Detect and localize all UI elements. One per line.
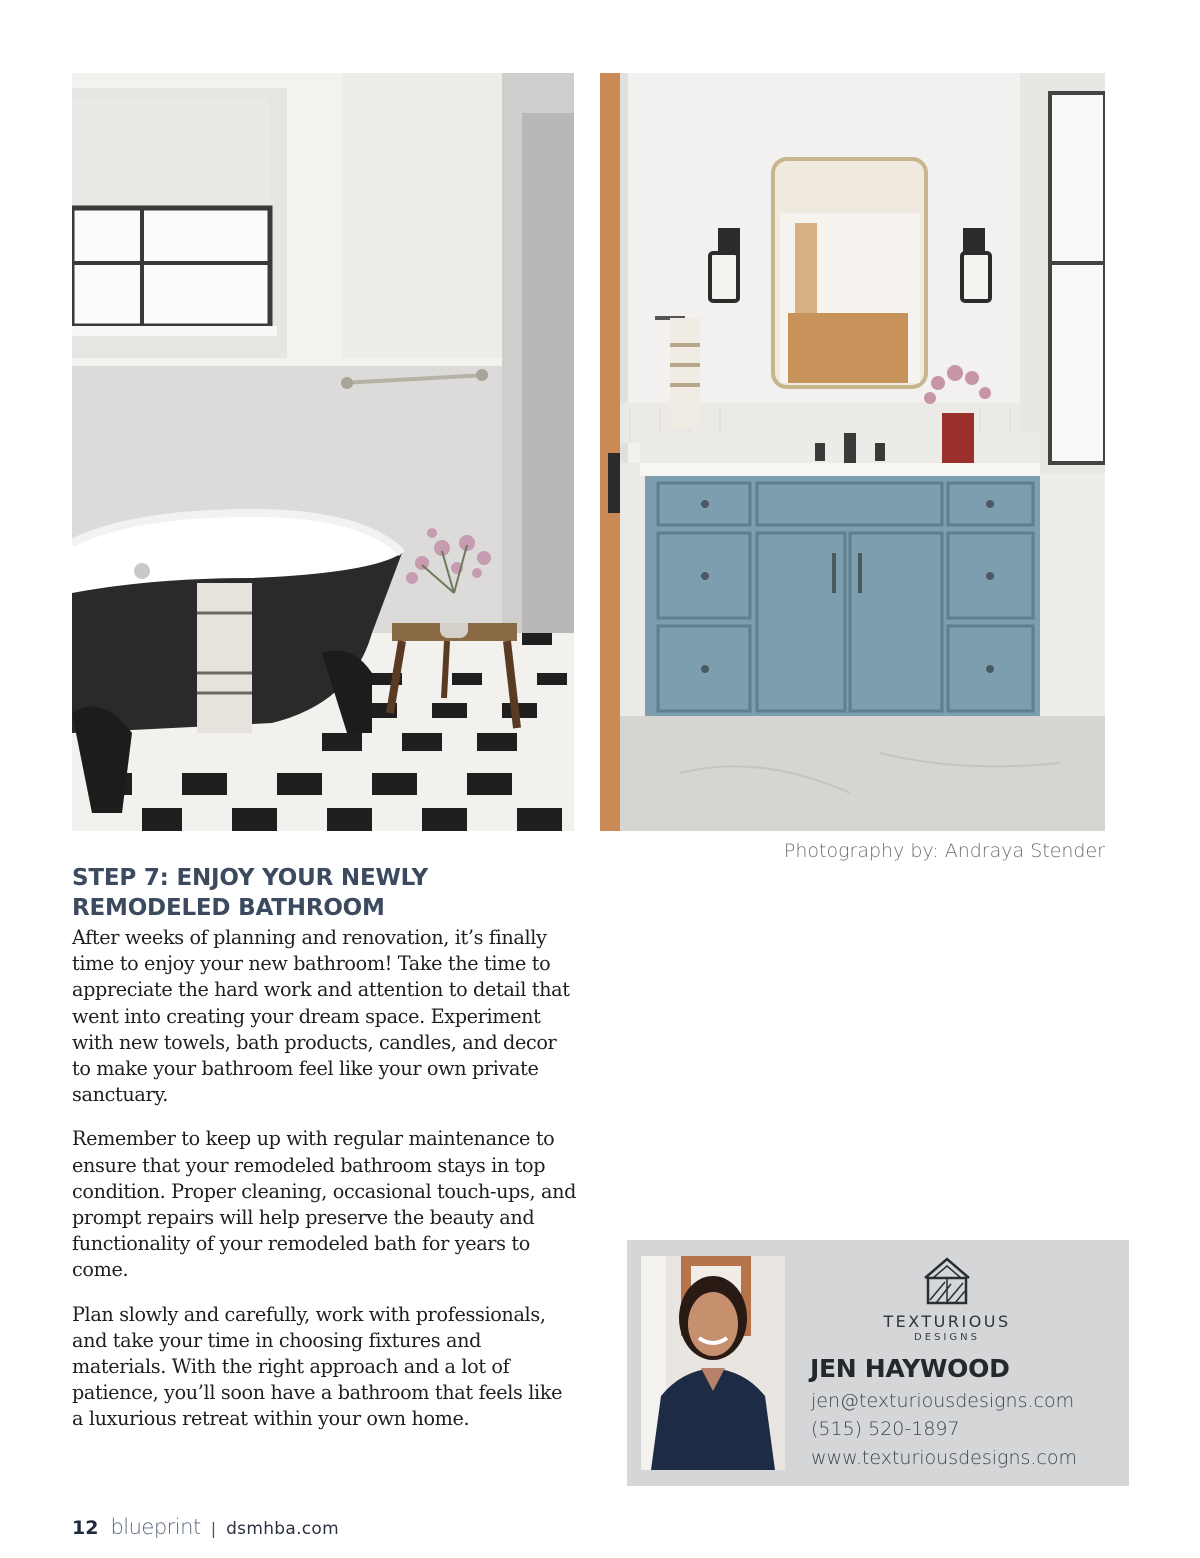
page-footer bbox=[72, 1515, 339, 1539]
footer-separator: | bbox=[210, 1519, 217, 1538]
contact-email[interactable]: jen@texturiousdesigns.com bbox=[811, 1390, 1075, 1412]
vanity-photo bbox=[600, 73, 1105, 831]
contact-name: JEN HAYWOOD bbox=[810, 1354, 1010, 1383]
texturious-logo bbox=[877, 1256, 1017, 1343]
contact-phone[interactable]: (515) 520-1897 bbox=[811, 1418, 960, 1440]
contact-portrait bbox=[641, 1256, 785, 1470]
article-body bbox=[72, 863, 577, 1451]
page-number: 12 bbox=[72, 1517, 99, 1539]
contact-website[interactable]: www.texturiousdesigns.com bbox=[811, 1447, 1077, 1469]
contact-card bbox=[627, 1240, 1129, 1486]
photo-credit: Photography by: Andraya Stender bbox=[783, 840, 1105, 862]
logo-subtitle: DESIGNS bbox=[914, 1332, 980, 1343]
bathtub-photo bbox=[72, 73, 574, 831]
blueprint-logo: blueprint bbox=[110, 1515, 201, 1539]
logo-wordmark: TEXTURIOUS bbox=[883, 1312, 1011, 1331]
article-paragraph: After weeks of planning and renovation, it’s finally time to enjoy your new bathroom! Take the time to appreciate the hard work and attention to detail that went into creating your dream space. Experiment with new towels, bath products, candles, and decor to make your bathroom feel like your own private sanctuary. bbox=[72, 926, 570, 1107]
article-heading: STEP 7: ENJOY YOUR NEWLY REMODELED BATHROOM bbox=[72, 865, 428, 921]
footer-site-link[interactable]: dsmhba.com bbox=[226, 1519, 339, 1539]
article-paragraph: Remember to keep up with regular maintenance to ensure that your remodeled bathroom stays in top condition. Proper cleaning, occasional touch-ups, and prompt repairs will help preserve the beauty and functionality of your remodeled bath for years to come. bbox=[72, 1127, 577, 1282]
house-logo-icon bbox=[921, 1256, 973, 1306]
article-paragraph: Plan slowly and carefully, work with professionals, and take your time in choosing fixtures and materials. With the right approach and a lot of patience, you’ll soon have a bathroom that feels like a luxurious retreat within your own home. bbox=[72, 1302, 563, 1431]
